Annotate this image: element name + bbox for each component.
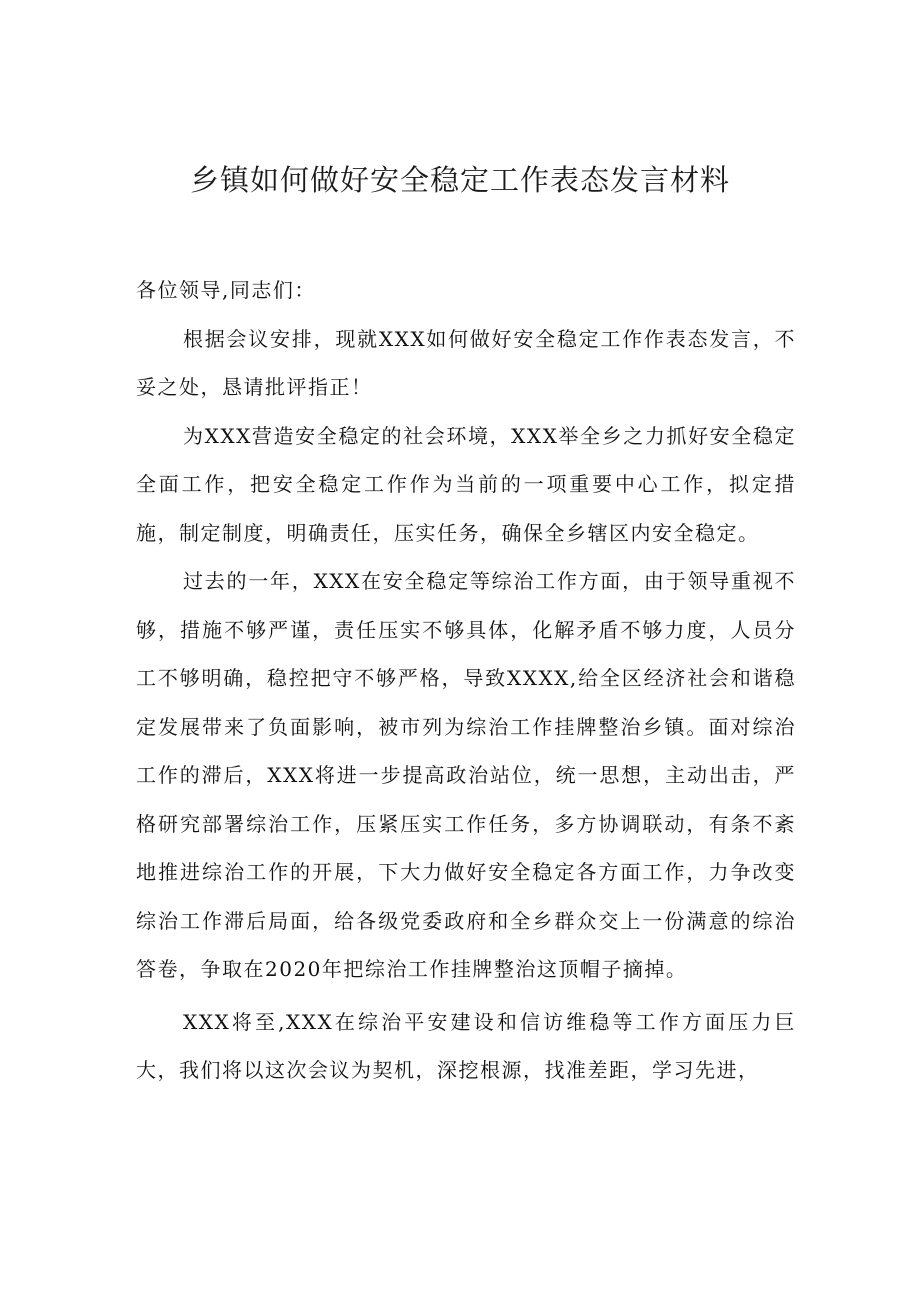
paragraph-1: 根据会议安排，现就XXX如何做好安全稳定工作作表态发言，不妥之处，恳请批评指正！ <box>136 326 796 399</box>
salutation: 各位领导,同志们： <box>136 278 316 302</box>
paragraph-2: 为XXX营造安全稳定的社会环境，XXX举全乡之力抓好安全稳定全面工作，把安全稳定工作作为当前的一项重要中心工作，拟定措施，制定制度，明确责任，压实任务，确保全乡辖区内安全稳定。 <box>136 423 796 545</box>
document-body <box>136 266 796 1095</box>
paragraph-3: 过去的一年，XXX在安全稳定等综治工作方面，由于领导重视不够，措施不够严谨，责任压实不够具体，化解矛盾不够力度，人员分工不够明确，稳控把守不够严格，导致XXXX,给全区经济社会和谐稳定发展带来了负面影响，被市列为综治工作挂牌整治乡镇。面对综治工作的滞后，XXX将进一步提高政治站位，统一思想，主动出击，严格研究部署综治工作，压紧压实工作任务，多方协调联动，有条不紊地推进综治工作的开展，下大力做好安全稳定各方面工作，力争改变综治工作滞后局面，给各级党委政府和全乡群众交上一份满意的综治答卷，争取在2020年把综治工作挂牌整治这顶帽子摘掉。 <box>136 569 796 981</box>
document-title: 乡镇如何做好安全稳定工作表态发言材料 <box>189 163 730 197</box>
paragraph-4: XXX将至,XXX在综治平安建设和信访维稳等工作方面压力巨大，我们将以这次会议为契机，深挖根源，找准差距，学习先进， <box>136 1009 796 1082</box>
